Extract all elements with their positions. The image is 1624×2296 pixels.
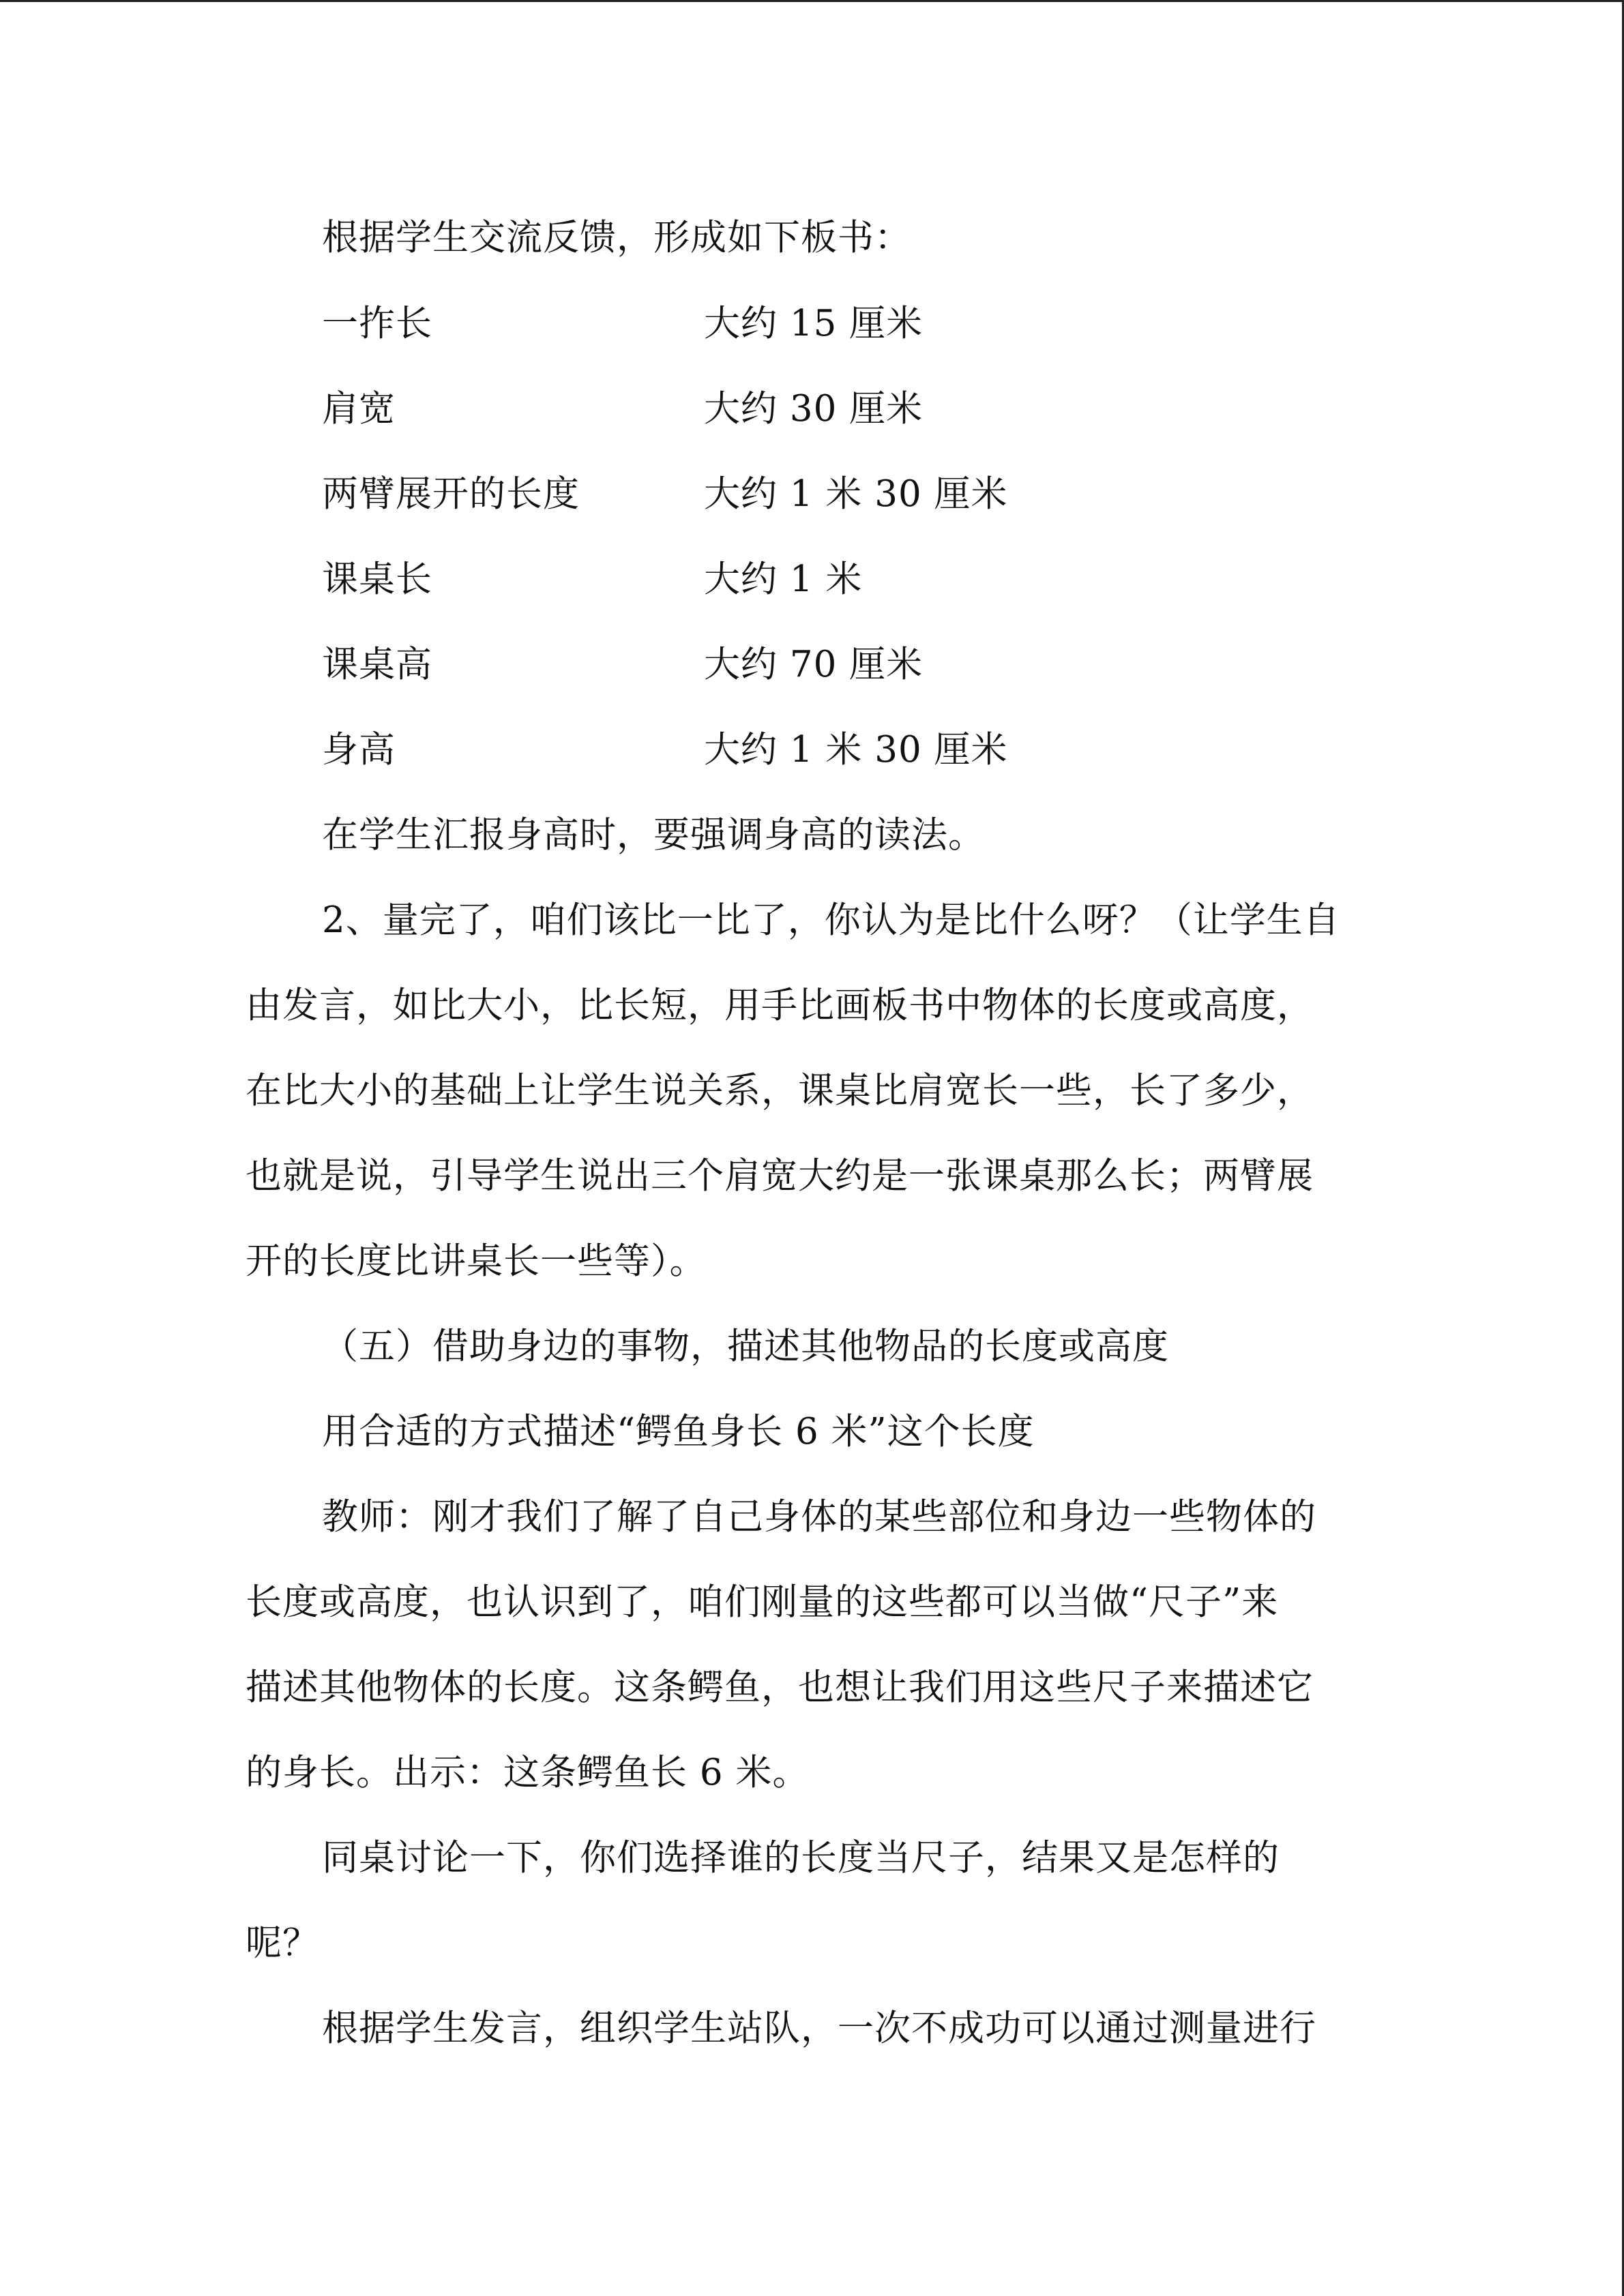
paragraph-line-11: 描述其他物体的长度。这条鳄鱼，也想让我们用这些尺子来描述它 [246, 1667, 1314, 1708]
intro-line: 根据学生交流反馈，形成如下板书： [322, 217, 911, 258]
board-item-1: 一拃长 [322, 303, 432, 344]
board-value-1: 大约 15 厘米 [704, 303, 924, 344]
board-value-6: 大约 1 米 30 厘米 [704, 729, 1008, 771]
board-value-3: 大约 1 米 30 厘米 [704, 473, 1008, 515]
paragraph-line-14: 呢？ [246, 1922, 319, 1964]
paragraph-line-15: 根据学生发言，组织学生站队，一次不成功可以通过测量进行 [322, 2008, 1316, 2049]
paragraph-line-2: 2、量完了，咱们该比一比了，你认为是比什么呀？（让学生自 [322, 899, 1340, 941]
paragraph-line-1: 在学生汇报身高时，要强调身高的读法。 [322, 814, 985, 856]
section-heading: （五）借助身边的事物，描述其他物品的长度或高度 [322, 1326, 1169, 1367]
board-value-2: 大约 30 厘米 [704, 388, 924, 430]
paragraph-line-8: 用合适的方式描述“鳄鱼身长 6 米”这个长度 [322, 1411, 1035, 1452]
board-item-6: 身高 [322, 729, 396, 771]
board-item-4: 课桌长 [322, 558, 432, 600]
paragraph-line-12: 的身长。出示：这条鳄鱼长 6 米。 [246, 1752, 810, 1793]
board-item-2: 肩宽 [322, 388, 396, 430]
paragraph-line-5: 也就是说，引导学生说出三个肩宽大约是一张课桌那么长；两臂展 [246, 1155, 1314, 1197]
paragraph-line-6: 开的长度比讲桌长一些等）。 [246, 1240, 707, 1282]
board-item-5: 课桌高 [322, 644, 432, 685]
paragraph-line-9: 教师：刚才我们了解了自己身体的某些部位和身边一些物体的 [322, 1496, 1316, 1538]
paragraph-line-3: 由发言，如比大小，比长短，用手比画板书中物体的长度或高度， [246, 985, 1314, 1026]
board-item-3: 两臂展开的长度 [322, 473, 580, 515]
board-value-4: 大约 1 米 [704, 558, 863, 600]
board-value-5: 大约 70 厘米 [704, 644, 924, 685]
paragraph-line-4: 在比大小的基础上让学生说关系，课桌比肩宽长一些，长了多少， [246, 1070, 1314, 1112]
paragraph-line-10: 长度或高度，也认识到了，咱们刚量的这些都可以当做“尺子”来 [246, 1581, 1279, 1623]
paragraph-line-13: 同桌讨论一下，你们选择谁的长度当尺子，结果又是怎样的 [322, 1837, 1280, 1879]
